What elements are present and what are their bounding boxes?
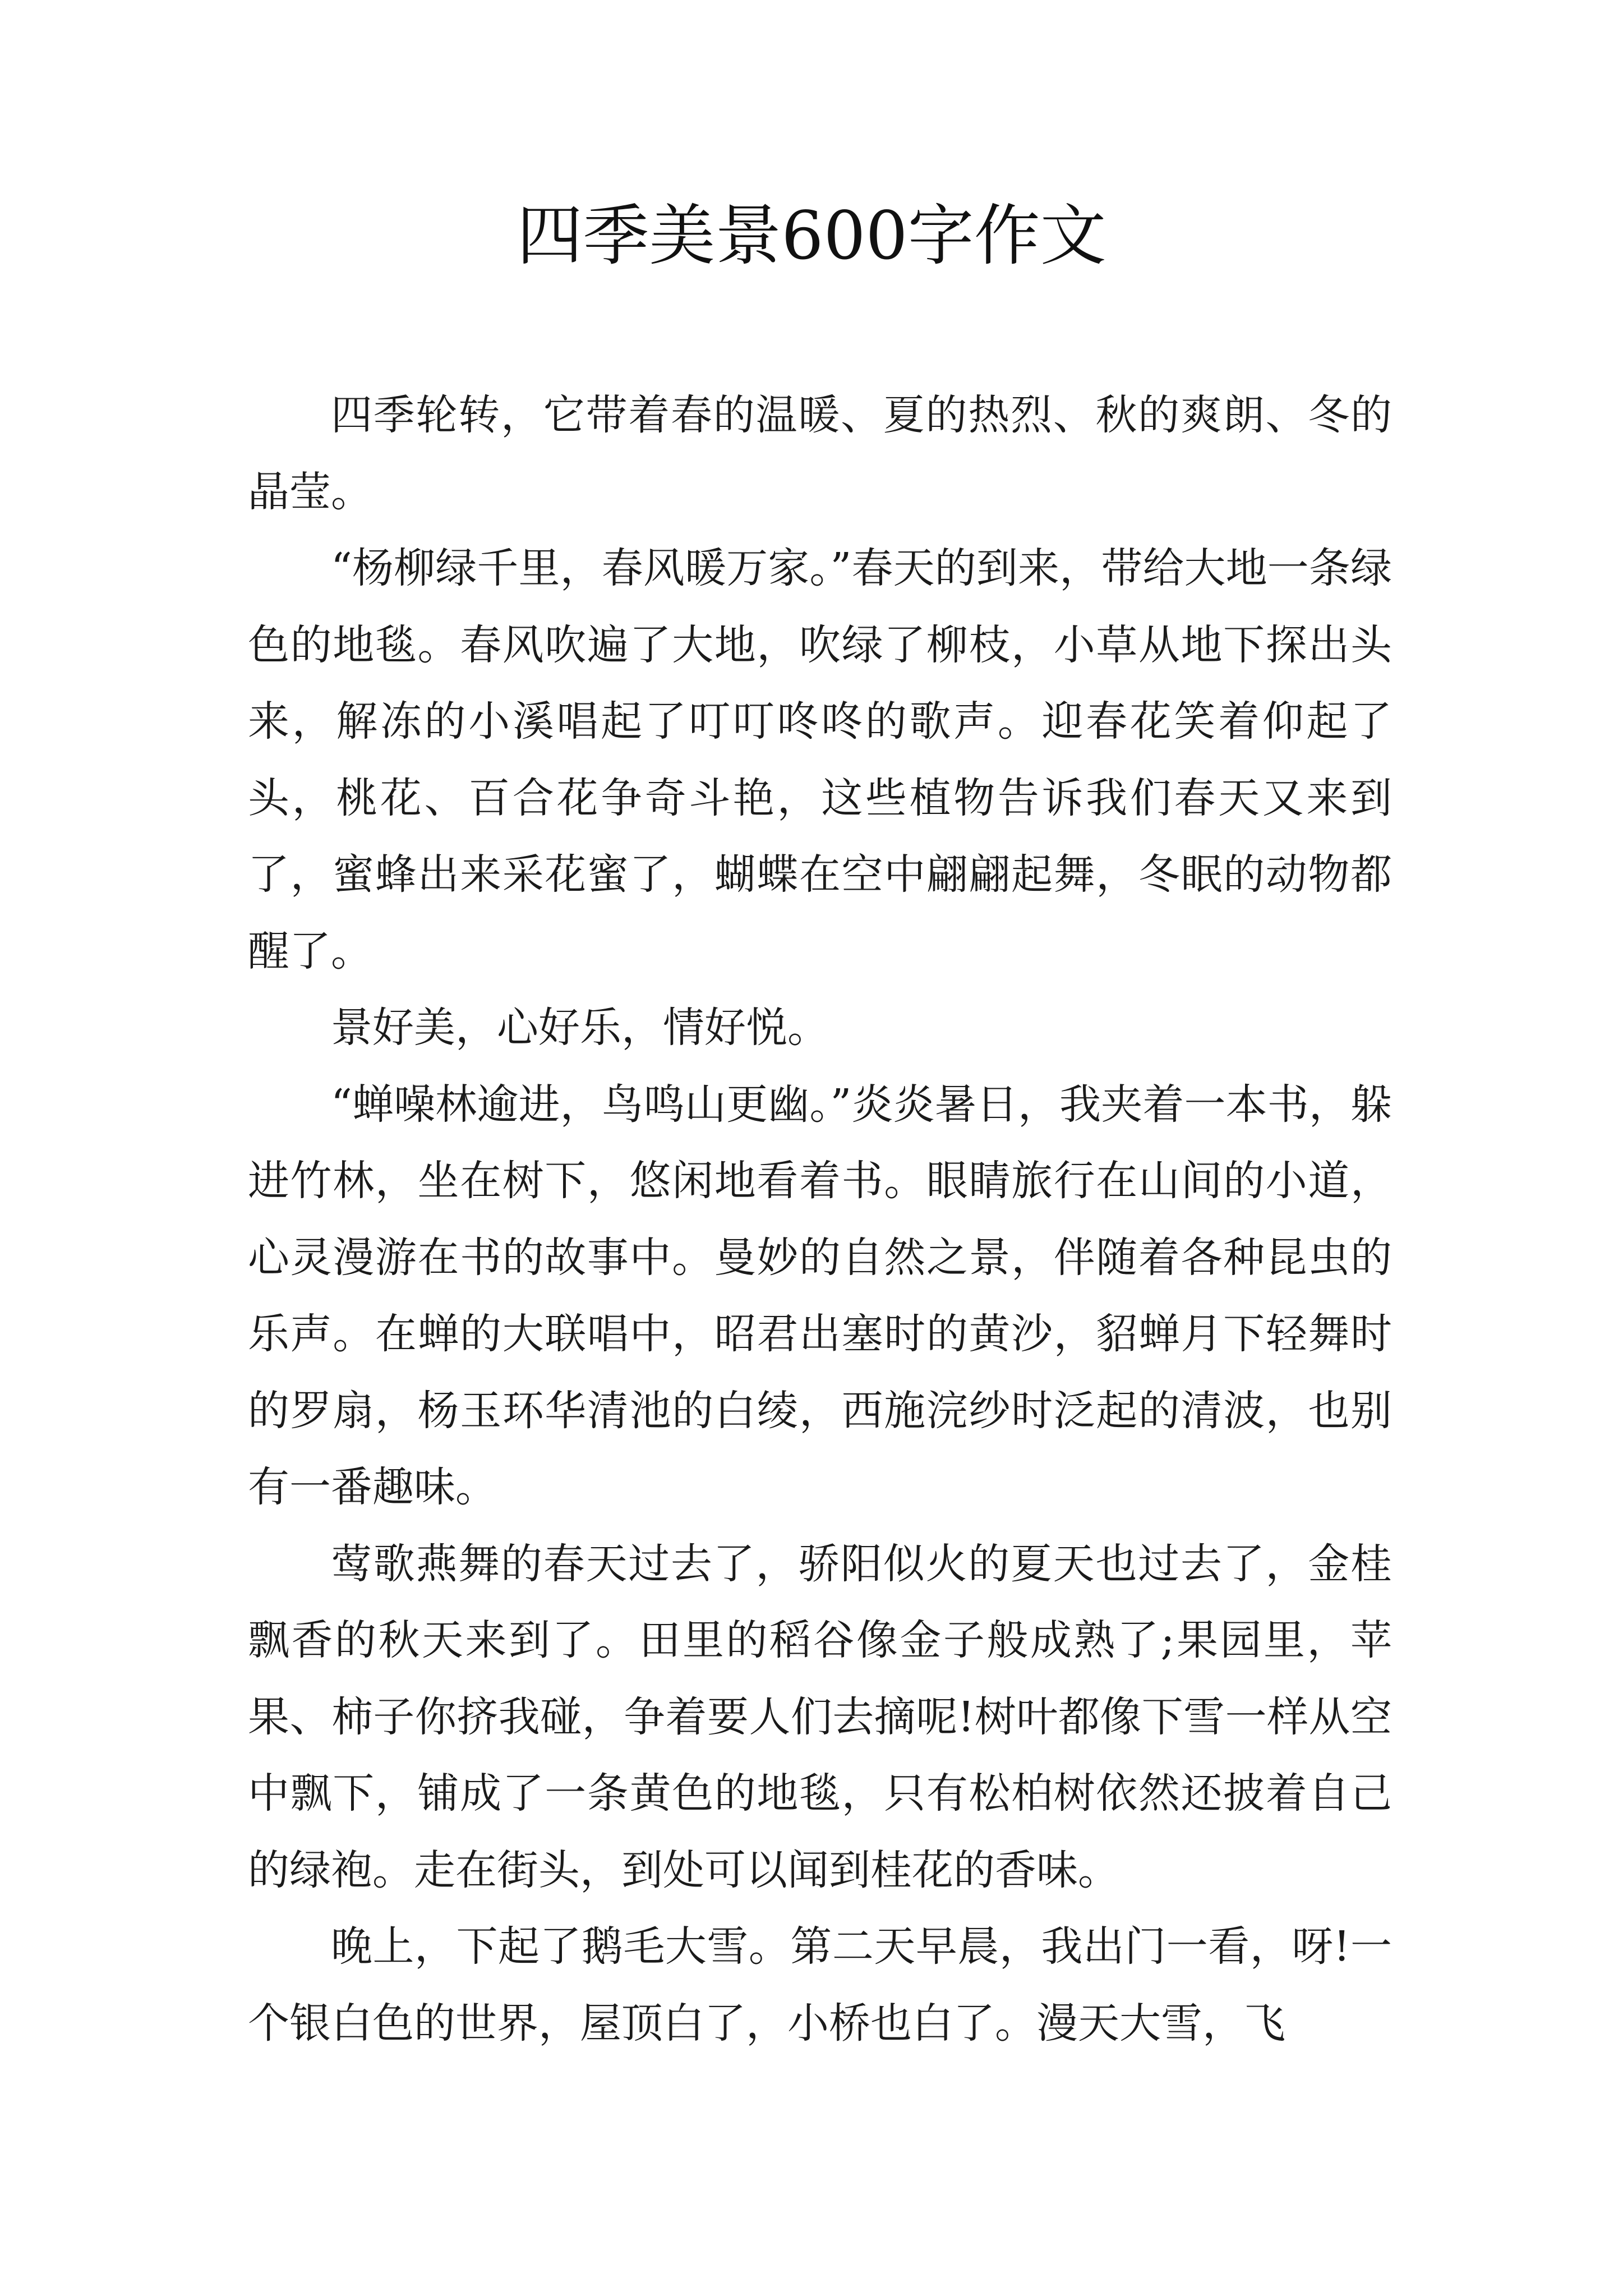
paragraph-intro: 四季轮转，它带着春的温暖、夏的热烈、秋的爽朗、冬的晶莹。 <box>248 391 1392 516</box>
paragraph-mood: 景好美，心好乐，情好悦。 <box>331 1004 829 1052</box>
paragraph-autumn: 莺歌燕舞的春天过去了，骄阳似火的夏天也过去了，金桂飘香的秋天来到了。田里的稻谷像金子般成熟了;果园里，苹果、柿子你挤我碰，争着要人们去摘呢!树叶都像下雪一样从空中飘下，铺成了一条黄色的地毯，只有松柏树依然还披着自己的绿袍。走在街头，到处可以闻到桂花的香味。 <box>248 1539 1392 1894</box>
document-title: 四季美景600字作文 <box>517 197 1106 274</box>
paragraph-spring: “杨柳绿千里，春风暖万家。”春天的到来，带给大地一条绿色的地毯。春风吹遍了大地，吹绿了柳枝，小草从地下探出头来，解冻的小溪唱起了叮叮咚咚的歌声。迎春花笑着仰起了头，桃花、百合花争奇斗艳，这些植物告诉我们春天又来到了，蜜蜂出来采花蜜了，蝴蝶在空中翩翩起舞，冬眠的动物都醒了。 <box>248 544 1392 976</box>
paragraph-winter: 晚上，下起了鹅毛大雪。第二天早晨，我出门一看，呀!一个银白色的世界，屋顶白了，小桥也白了。漫天大雪，飞 <box>248 1922 1392 2047</box>
document-body <box>248 377 1392 2062</box>
paragraph-summer: “蝉噪林逾进，鸟鸣山更幽。”炎炎暑日，我夹着一本书，躲进竹林，坐在树下，悠闲地看着书。眼睛旅行在山间的小道，心灵漫游在书的故事中。曼妙的自然之景，伴随着各种昆虫的乐声。在蝉的大联唱中，昭君出塞时的黄沙，貂蝉月下轻舞时的罗扇，杨玉环华清池的白绫，西施浣纱时泛起的清波，也别有一番趣味。 <box>248 1080 1392 1511</box>
